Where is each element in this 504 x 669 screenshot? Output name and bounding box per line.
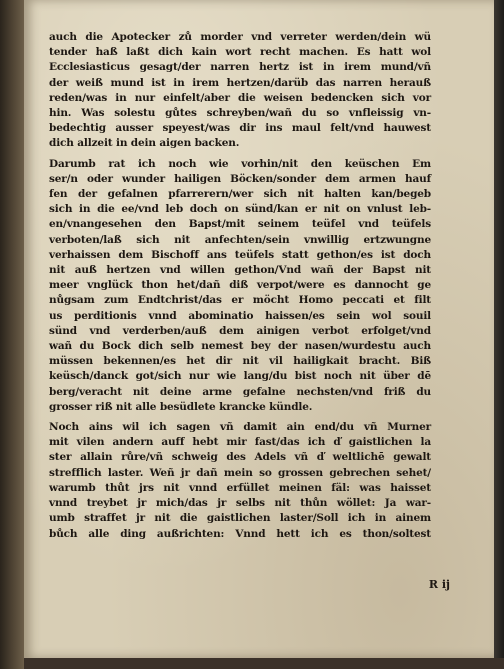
signature-mark: R ij — [428, 578, 450, 591]
text-line: auch die Apotecker zů morder vnd verreter werden/dein wü — [49, 31, 431, 43]
text-line: Ecclesiasticus gesagt/der narren hertz ist in irem mund/vñ — [49, 61, 431, 74]
text-line: dich allzeit in dein aigen backen. — [49, 137, 240, 150]
text-line: müssen bekennen/es het dir nit vil hailigkait bracht. Biß — [49, 355, 431, 368]
text-line: vnnd treybet jr mich/das jr selbs nit thůn wöllet: Ja war- — [49, 497, 431, 510]
text-block — [49, 30, 431, 547]
text-line: umb straffet jr nit die gaistlichen laster/Soll ich in ainem — [49, 512, 431, 525]
text-line: hin. Was solestu gůtes schreyben/wañ du so vnfleissig vn- — [49, 107, 431, 120]
paragraph — [49, 157, 431, 415]
book-gutter — [0, 0, 24, 669]
text-line: keüsch/danck got/sich nur wie lang/du bist noch nit über dē — [49, 370, 431, 383]
text-line: sünd vnd verderben/auß dem ainigen verbot erfolget/vnd — [49, 324, 431, 337]
text-line: mit vilen andern auff hebt mir fast/das ich ď gaistlichen la — [49, 436, 431, 449]
text-line: meer vnglück thon het/dañ diß verpot/were es dannocht ge — [49, 279, 431, 292]
text-line: tender haß laßt dich kain wort recht machen. Es hatt wol — [49, 46, 431, 59]
text-line: der weiß mund ist in irem hertzen/darüb das narren herauß — [49, 76, 431, 89]
text-line: Darumb rat ich noch wie vorhin/nit den keüschen Em — [49, 157, 431, 170]
text-line: nit auß hertzen vnd willen gethon/Vnd wañ der Bapst nit — [49, 264, 431, 277]
text-line: verboten/laß sich nit anfechten/sein vnwillig ertzwungne — [49, 233, 431, 246]
page-edge-bottom — [24, 658, 504, 669]
text-line: bůch alle ding außrichten: Vnnd hett ich es thon/soltest — [49, 527, 431, 540]
text-line: strefflich laster. Weñ jr dañ mein so grossen gebrechen sehet/ — [49, 466, 431, 479]
text-line: nůgsam zum Endtchrist/das er möcht Homo peccati et filt — [49, 294, 431, 307]
text-line: wañ du Bock dich selb nemest bey der nasen/wurdestu auch — [49, 340, 431, 353]
text-line: reden/was in nur einfelt/aber die weisen bedencken sich vor — [49, 91, 431, 104]
text-line: warumb thůt jrs nit vnnd erfüllet meinen fäl: was haisset — [49, 481, 431, 494]
text-line: en/vnangesehen den Bapst/mit seinem teüfel vnd teüfels — [49, 218, 431, 231]
text-line: ster allain růre/vñ schweig des Adels vñ ď weltlichē gewalt — [49, 451, 431, 464]
text-line: us perditionis vnnd abominatio haissen/es sein wol souil — [49, 309, 431, 322]
page-edge-right — [494, 0, 504, 669]
text-line: ser/n oder wunder hailigen Böcken/sonder dem armen hauf — [49, 172, 431, 185]
paragraph — [49, 30, 431, 152]
paragraph — [49, 420, 431, 542]
text-line: verhaissen dem Bischoff ans teüfels statt gethon/es ist doch — [49, 248, 431, 261]
text-line: berg/veracht nit deine arme gefalne nechsten/vnd friß du — [49, 385, 431, 398]
text-line: Noch ains wil ich sagen vñ damit ain end/du vñ Murner — [49, 421, 431, 434]
text-line: grosser riß nit alle besüdlete krancke kündle. — [49, 400, 313, 413]
text-line: sich in die ee/vnd leb doch on sünd/kan er nit on vnlust leb- — [49, 203, 431, 216]
text-line: bedechtig ausser speyest/was dir ins maul felt/vnd hauwest — [49, 122, 431, 135]
text-line: fen der gefalnen pfarrerern/wer sich nit halten kan/begeb — [49, 188, 431, 201]
